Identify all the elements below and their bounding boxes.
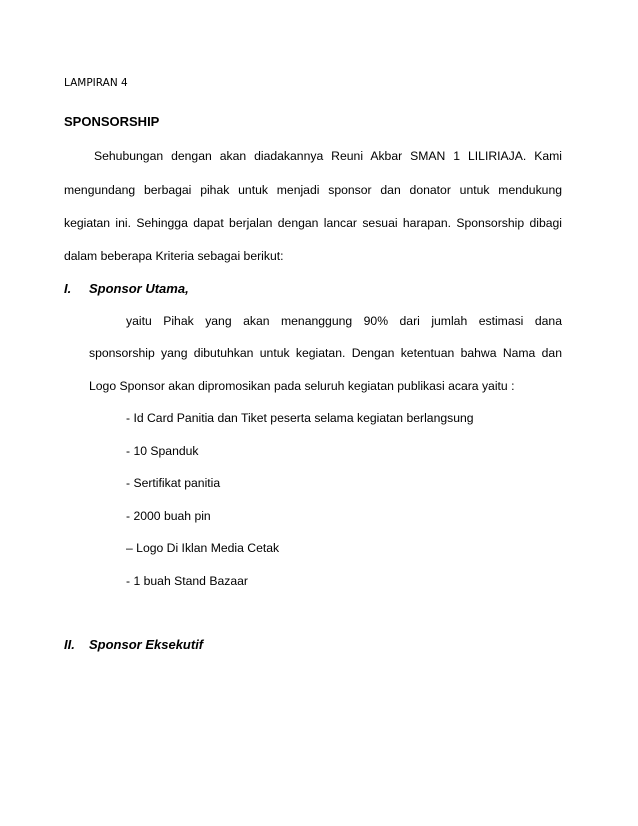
section-2-title: Sponsor Eksekutif — [89, 637, 204, 652]
list-item: - 10 Spanduk — [126, 444, 199, 458]
attachment-label: LAMPIRAN 4 — [64, 77, 128, 89]
section-1-line-1: yaitu Pihak yang akan menanggung 90% dari jumlah estimasi dana — [126, 314, 562, 328]
list-item: – Logo Di Iklan Media Cetak — [126, 541, 280, 555]
section-1-number: I. — [64, 281, 72, 296]
section-1-line-3: Logo Sponsor akan dipromosikan pada seluruh kegiatan publikasi acara yaitu : — [89, 379, 515, 393]
list-item: - Id Card Panitia dan Tiket peserta selama kegiatan berlangsung — [126, 411, 474, 425]
section-1-heading — [64, 281, 189, 296]
section-1-title: Sponsor Utama, — [89, 281, 189, 296]
intro-line-1: Sehubungan dengan akan diadakannya Reuni Akbar SMAN 1 LILIRIAJA. Kami — [94, 149, 562, 163]
list-item: - 2000 buah pin — [126, 509, 211, 523]
list-item: - Sertifikat panitia — [126, 476, 221, 490]
document-title: SPONSORSHIP — [64, 114, 160, 129]
intro-line-3: kegiatan ini. Sehingga dapat berjalan dengan lancar sesuai harapan. Sponsorship dibagi — [64, 216, 562, 230]
intro-line-2: mengundang berbagai pihak untuk menjadi sponsor dan donator untuk mendukung — [64, 183, 562, 197]
section-2-heading — [64, 637, 203, 652]
list-item: - 1 buah Stand Bazaar — [126, 574, 248, 588]
section-1-line-2: sponsorship yang dibutuhkan untuk kegiatan. Dengan ketentuan bahwa Nama dan — [89, 346, 562, 360]
intro-line-4: dalam beberapa Kriteria sebagai berikut: — [64, 249, 284, 263]
section-2-number: II. — [64, 637, 75, 652]
